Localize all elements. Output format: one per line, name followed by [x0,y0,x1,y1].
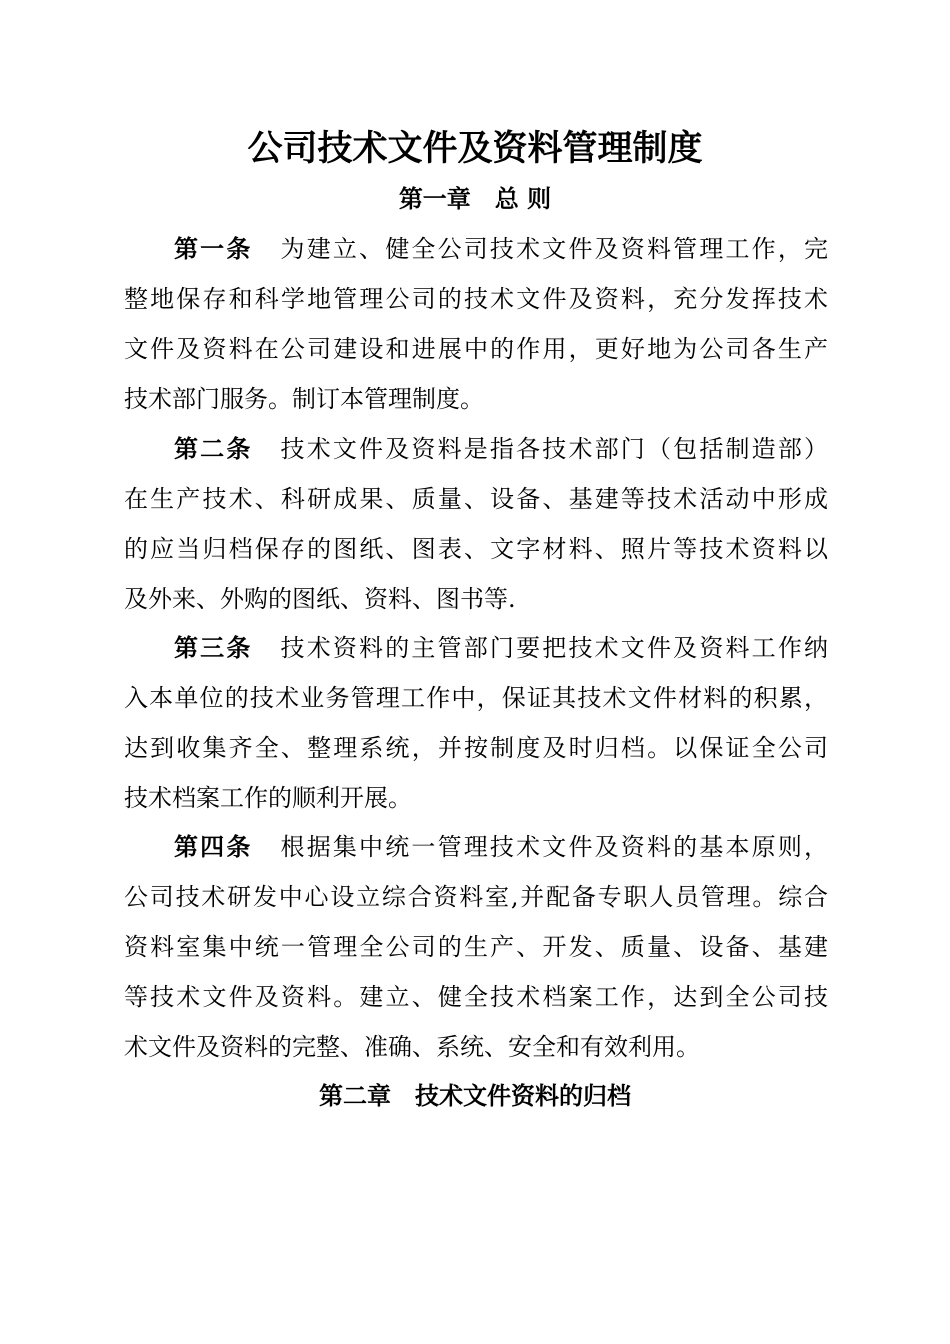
article-label: 第一条 [174,235,253,263]
article-3 [124,623,828,823]
article-label: 第四条 [174,833,253,861]
article-line: 等技术文件及资料。建立、健全技术档案工作，达到全公司技 [124,983,828,1011]
article-line: 第二条 技术文件及资料是指各技术部门（包括制造部） [174,435,829,463]
document-title: 公司技术文件及资料管理制度 [247,129,703,169]
article-line: 文件及资料在公司建设和进展中的作用，更好地为公司各生产 [124,335,828,363]
chapter-heading-1: 第一章 总 则 [398,185,552,213]
article-2 [124,424,828,624]
article-label: 第二条 [174,435,253,463]
article-label: 第三条 [174,634,253,662]
article-line: 第一条 为建立、健全公司技术文件及资料管理工作，完 [174,235,829,263]
article-line: 第四条 根据集中统一管理技术文件及资料的基本原则， [174,833,829,861]
article-line: 入本单位的技术业务管理工作中，保证其技术文件材料的积累， [124,684,828,712]
article-line: 资料室集中统一管理全公司的生产、开发、质量、设备、基建 [124,933,828,961]
article-line: 的应当归档保存的图纸、图表、文字材料、照片等技术资料以 [124,535,828,563]
article-line: 达到收集齐全、整理系统，并按制度及时归档。以保证全公司 [124,734,828,762]
chapter-heading-2: 第二章 技术文件资料的归档 [319,1082,631,1110]
article-line: 公司技术研发中心设立综合资料室,并配备专职人员管理。综合 [124,883,828,911]
article-line: 第三条 技术资料的主管部门要把技术文件及资料工作纳 [174,634,829,662]
article-4 [124,822,828,1072]
article-line: 术文件及资料的完整、准确、系统、安全和有效利用。 [124,1033,700,1061]
article-line: 技术档案工作的顺利开展。 [124,784,412,812]
article-line: 整地保存和科学地管理公司的技术文件及资料，充分发挥技术 [124,285,828,313]
article-line: 及外来、外购的图纸、资料、图书等. [124,585,516,613]
article-line: 技术部门服务。制订本管理制度。 [124,385,484,413]
article-line: 在生产技术、科研成果、质量、设备、基建等技术活动中形成 [124,485,828,513]
article-1 [124,224,828,424]
